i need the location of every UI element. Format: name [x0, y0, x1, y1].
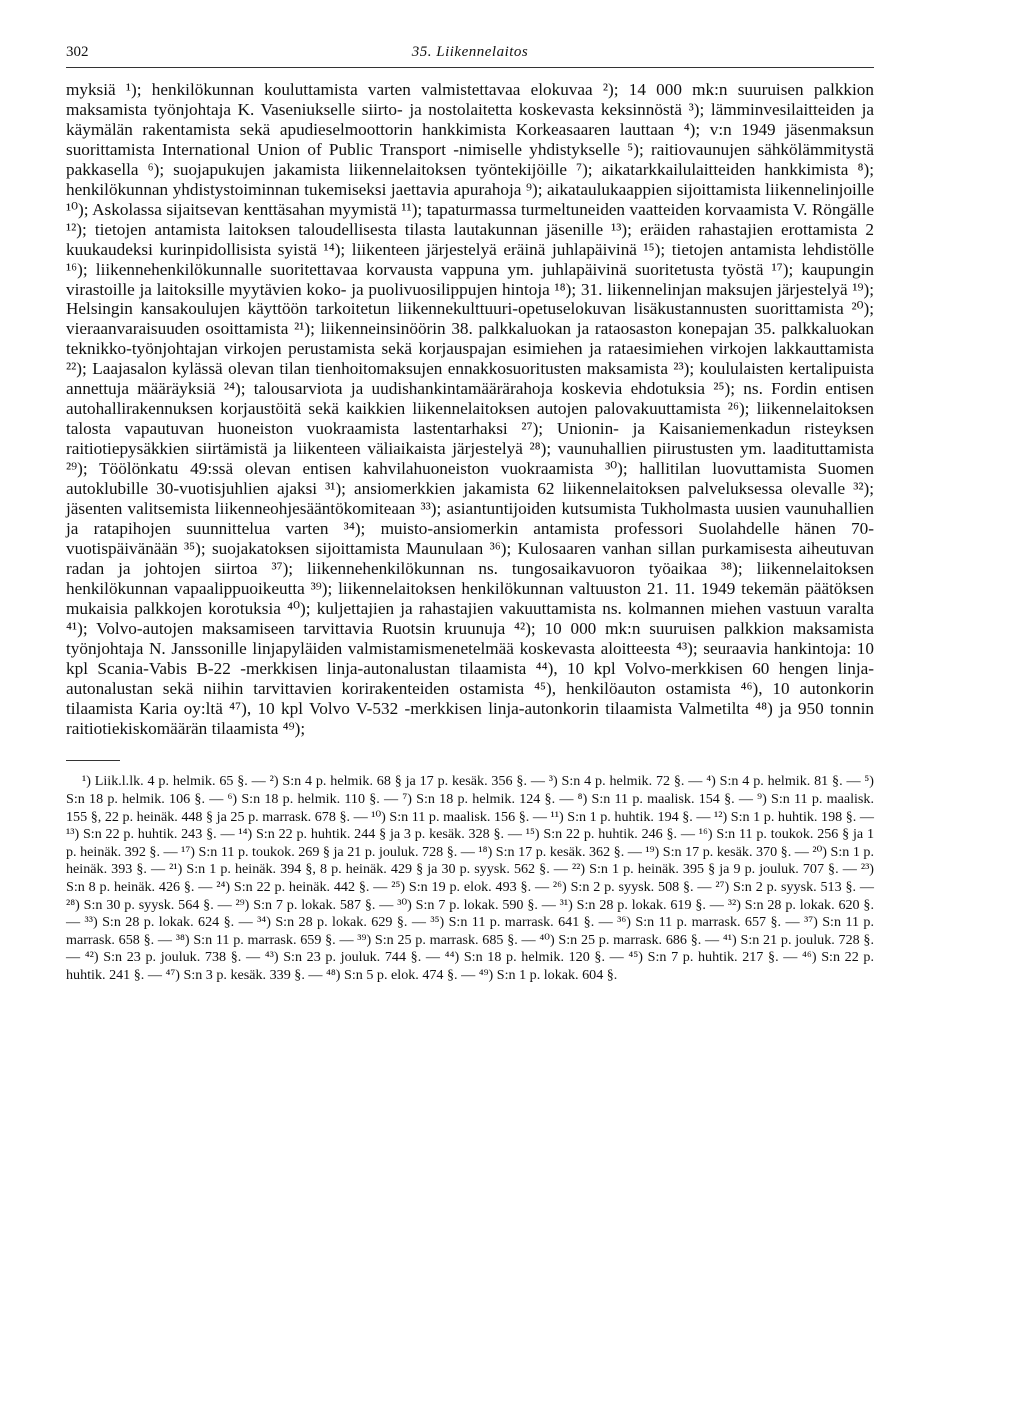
footnote-separator — [66, 760, 120, 761]
document-page — [66, 40, 874, 985]
running-title: 35. Liikennelaitos — [411, 44, 529, 60]
page-number: 302 — [66, 44, 89, 60]
body-paragraph: myksiä ¹); henkilökunnan kouluttamista varten valmistettavaa elokuvaa ²); 14 000 mk:n suuruisen palkkion maksamista työnjohtaja K. Vaseniukselle siirto- ja nostolaitetta koskevasta keksinnöstä ³); lämminvesilaitteiden ja käymälän rakentamista sekä apudieselmoottorin hankkimista Korkeasaaren lauttaan ⁴); v:n 1949 jäsenmaksun suorittamista International Union of Public Transport -nimiselle yhdistykselle ⁵); raitiovaunujen sähkölämmitystä pakkasella ⁶); suojapukujen jakamista liikennelaitoksen työntekijöille ⁷); aikatarkkailulaitteiden hankkimista ⁸); henkilökunnan yhdistystoiminnan tukemiseksi jaettavia apurahoja ⁹); aikataulukaappien sijoittamista liikennelinjoille ¹⁰); Askolassa sijaitsevan kenttäsahan myymistä ¹¹); tapaturmassa turmeltuneiden vaatteiden korvaamista V. Röngälle ¹²); tietojen antamista laitoksen taloudellisesta tilasta lautakunnan jäsenille ¹³); eräiden rahastajien erottamista 2 kuukaudeksi kurinpidollisista syistä ¹⁴); liikenteen järjestelyä eräinä juhlapäivinä ¹⁵); tietojen antamista lehdistölle ¹⁶); liikennehenkilökunnalle suoritettavaa korvausta vappuna ym. juhlapäivinä suoritetusta työstä ¹⁷); kaupungin virastoille ja laitoksille myytävien koko- ja puolivuosilippujen hintoja ¹⁸); 31. liikennelinjan maksujen järjestelyä ¹⁹); Helsingin kansakoulujen käyttöön tarkoitetun liikennekulttuuri-opetuselokuvan lisäkustannusten suorittamista ²⁰); vieraanvaraisuuden osoittamista ²¹); liikenneinsinöörin 38. palkkaluokan ja rataosaston konepajan 35. palkkaluokan teknikko-työnjohtajan virkojen perustamista sekä korjauspajan esimiehen ja rataesimiehen virkojen lakkauttamista ²²); Laajasalon kylässä olevan tilan tienhoitomaksujen ennakkosuoritusten maksamista ²³); koululaisten kertalipuista annettuja määräyksiä ²⁴); talousarviota ja uudishankintamäärärahoja koskevia ehdotuksia ²⁵); ns. Fordin entisen autohallirakennuksen korjaustöitä sekä kaikkien liikennelaitoksen autojen palovakuuttamista ²⁶); liikennelaitoksen talosta vapautuvan huoneiston vuokraamista lastentarhaksi ²⁷); Unionin- ja Kaisaniemenkadun risteyksen raitiotiepysäkkien siirtämistä ja liikenteen väliaikaista järjestelyä ²⁸); vaunuhallien piirustusten ym. laadituttamista ²⁹); Töölönkatu 49:ssä olevan entisen kahvilahuoneiston vuokraamista ³⁰); hallitilan luovuttamista Suomen autoklubille 30-vuotisjuhlien ajaksi ³¹); ansiomerkkien jakamista 62 liikennelaitoksen palveluksessa olevalle ³²); jäsenten valitsemista liikenneohjesääntökomiteaan ³³); asiantuntijoiden kutsumista Tukholmasta uusien vaunuhallien ja ratapihojen suunnittelua varten ³⁴); muisto-ansiomerkin antamista professori Suolahdelle hänen 70-vuotispäivänään ³⁵); suojakatoksen sijoittamista Maunulaan ³⁶); Kulosaaren vanhan sillan purkamisesta aiheutuvan radan ja johtojen siirtoa ³⁷); liikennehenkilökunnan ns. tungosaikavuoron työaikaa ³⁸); liikennelaitoksen henkilökunnan vapaalippuoikeutta ³⁹); liikennelaitoksen henkilökunnan valtuuston 21. 11. 1949 tekemän päätöksen mukaisia palkkojen korotuksia ⁴⁰); kuljettajien ja rahastajien vakuuttamista ns. kolmannen miehen vastuun varalta ⁴¹); Volvo-autojen maksamiseen tarvittavia Ruotsin kruunuja ⁴²); 10 000 mk:n suuruisen palkkion maksamista työnjohtaja N. Janssonille linjapyläiden valmistamismenetelmää koskevasta aloitteesta ⁴³); seuraavia hankintoja: 10 kpl Scania-Vabis B-22 -merkkisen linja-autonalustan tilaamista ⁴⁴), 10 kpl Volvo-merkkisen 60 hengen linja-autonalustan sekä niihin tarvittavien korirakenteiden ostamista ⁴⁵), henkilöauton ostamista ⁴⁶), 10 autonkorin tilaamista Karia oy:ltä ⁴⁷), 10 kpl Volvo V-532 -merkkisen linja-autonkorin tilaamista Valmetilta ⁴⁸) ja 950 tonnin raitiotiekiskomäärän tilaamista ⁴⁹); — [66, 80, 874, 738]
body-text — [66, 80, 874, 738]
footnotes — [66, 773, 874, 984]
page-header — [66, 40, 874, 72]
header-rule — [66, 67, 874, 68]
footnote-block: ¹) Liik.l.lk. 4 p. helmik. 65 §. — ²) S:n 4 p. helmik. 68 § ja 17 p. kesäk. 356 §. — ³) S:n 4 p. helmik. 72 §. — ⁴) S:n 4 p. helmik. 81 §. — ⁵) S:n 18 p. helmik. 106 §. — ⁶) S:n 18 p. helmik. 110 §. — ⁷) S:n 18 p. helmik. 124 §. — ⁸) S:n 11 p. maalisk. 154 §. — ⁹) S:n 11 p. maalisk. 155 §, 22 p. heinäk. 448 § ja 25 p. marrask. 678 §. — ¹⁰) S:n 11 p. maalisk. 156 §. — ¹¹) S:n 1 p. huhtik. 194 §. — ¹²) S:n 1 p. huhtik. 198 §. — ¹³) S:n 22 p. huhtik. 243 §. — ¹⁴) S:n 22 p. huhtik. 244 § ja 3 p. kesäk. 328 §. — ¹⁵) S:n 22 p. huhtik. 246 §. — ¹⁶) S:n 11 p. toukok. 256 § ja 1 p. heinäk. 392 §. — ¹⁷) S:n 11 p. toukok. 269 § ja 21 p. jouluk. 728 §. — ¹⁸) S:n 17 p. kesäk. 362 §. — ¹⁹) S:n 17 p. kesäk. 370 §. — ²⁰) S:n 1 p. heinäk. 393 §. — ²¹) S:n 1 p. heinäk. 394 §, 8 p. heinäk. 429 § ja 30 p. syysk. 562 §. — ²²) S:n 1 p. heinäk. 395 § ja 9 p. jouluk. 707 §. — ²³) S:n 8 p. heinäk. 426 §. — ²⁴) S:n 22 p. heinäk. 442 §. — ²⁵) S:n 19 p. elok. 493 §. — ²⁶) S:n 2 p. syysk. 508 §. — ²⁷) S:n 2 p. syysk. 513 §. — ²⁸) S:n 30 p. syysk. 564 §. — ²⁹) S:n 7 p. lokak. 587 §. — ³⁰) S:n 7 p. lokak. 590 §. — ³¹) S:n 28 p. lokak. 619 §. — ³²) S:n 28 p. lokak. 620 §. — ³³) S:n 28 p. lokak. 624 §. — ³⁴) S:n 28 p. lokak. 629 §. — ³⁵) S:n 11 p. marrask. 641 §. — ³⁶) S:n 11 p. marrask. 657 §. — ³⁷) S:n 11 p. marrask. 658 §. — ³⁸) S:n 11 p. marrask. 659 §. — ³⁹) S:n 25 p. marrask. 685 §. — ⁴⁰) S:n 25 p. marrask. 686 §. — ⁴¹) S:n 21 p. jouluk. 728 §. — ⁴²) S:n 23 p. jouluk. 738 §. — ⁴³) S:n 23 p. jouluk. 744 §. — ⁴⁴) S:n 18 p. helmik. 120 §. — ⁴⁵) S:n 7 p. huhtik. 217 §. — ⁴⁶) S:n 22 p. huhtik. 241 §. — ⁴⁷) S:n 3 p. kesäk. 339 §. — ⁴⁸) S:n 5 p. elok. 474 §. — ⁴⁹) S:n 1 p. lokak. 604 §. — [66, 773, 874, 983]
